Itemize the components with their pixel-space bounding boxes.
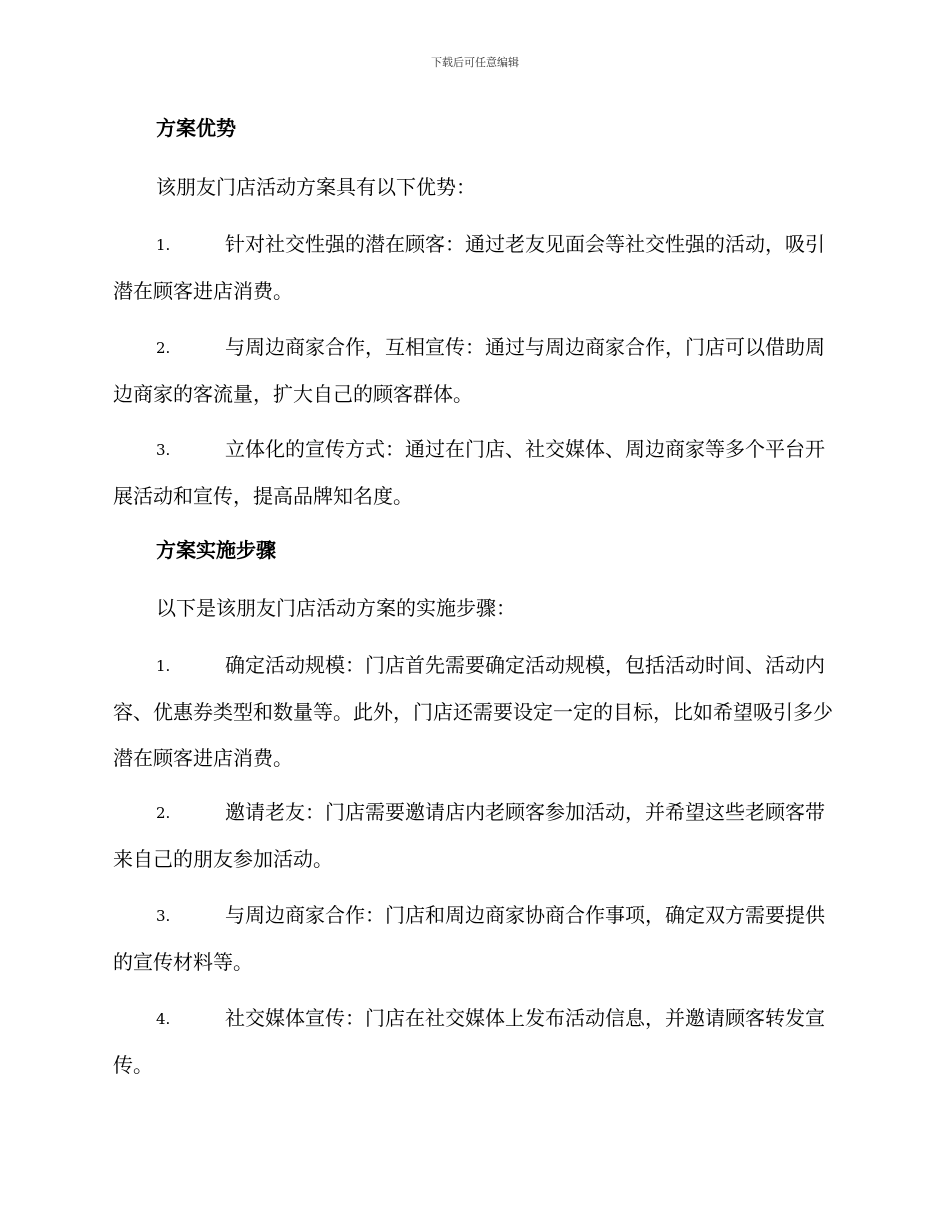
list-item-number: 1. (156, 236, 171, 254)
list-item (113, 892, 838, 985)
section-intro-advantages: 该朋友门店活动方案具有以下优势： (156, 175, 476, 199)
list-item (113, 221, 838, 314)
list-item (113, 426, 838, 519)
list-item-number: 3. (156, 441, 171, 459)
list-item (113, 789, 838, 882)
list-item-text: 确定活动规模：门店首先需要确定活动规模，包括活动时间、活动内容、优惠券类型和数量等。此外，门店还需要设定一定的目标，比如希望吸引多少潜在顾客进店消费。 (113, 653, 833, 770)
list-item-number: 2. (156, 804, 171, 822)
section-heading-advantages: 方案优势 (156, 116, 236, 140)
list-item-number: 2. (156, 339, 171, 357)
page-header-note: 下载后可任意编辑 (431, 56, 519, 69)
list-item-number: 4. (156, 1010, 171, 1028)
list-item-text: 邀请老友：门店需要邀请店内老顾客参加活动，并希望这些老顾客带来自己的朋友参加活动。 (113, 800, 825, 871)
list-item-text: 与周边商家合作：门店和周边商家协商合作事项，确定双方需要提供的宣传材料等。 (113, 903, 825, 974)
list-item-text: 社交媒体宣传：门店在社交媒体上发布活动信息，并邀请顾客转发宣传。 (113, 1006, 825, 1077)
list-item-number: 3. (156, 907, 171, 925)
list-item-text: 与周边商家合作，互相宣传：通过与周边商家合作，门店可以借助周边商家的客流量，扩大自己的顾客群体。 (113, 335, 825, 406)
list-item-text: 立体化的宣传方式：通过在门店、社交媒体、周边商家等多个平台开展活动和宣传，提高品牌知名度。 (113, 437, 825, 508)
list-item-text: 针对社交性强的潜在顾客：通过老友见面会等社交性强的活动，吸引潜在顾客进店消费。 (113, 232, 825, 303)
section-heading-steps: 方案实施步骤 (156, 538, 276, 562)
list-item-number: 1. (156, 657, 171, 675)
list-item (113, 324, 838, 417)
list-item (113, 642, 838, 781)
section-intro-steps: 以下是该朋友门店活动方案的实施步骤： (156, 596, 516, 620)
list-item (113, 995, 838, 1088)
